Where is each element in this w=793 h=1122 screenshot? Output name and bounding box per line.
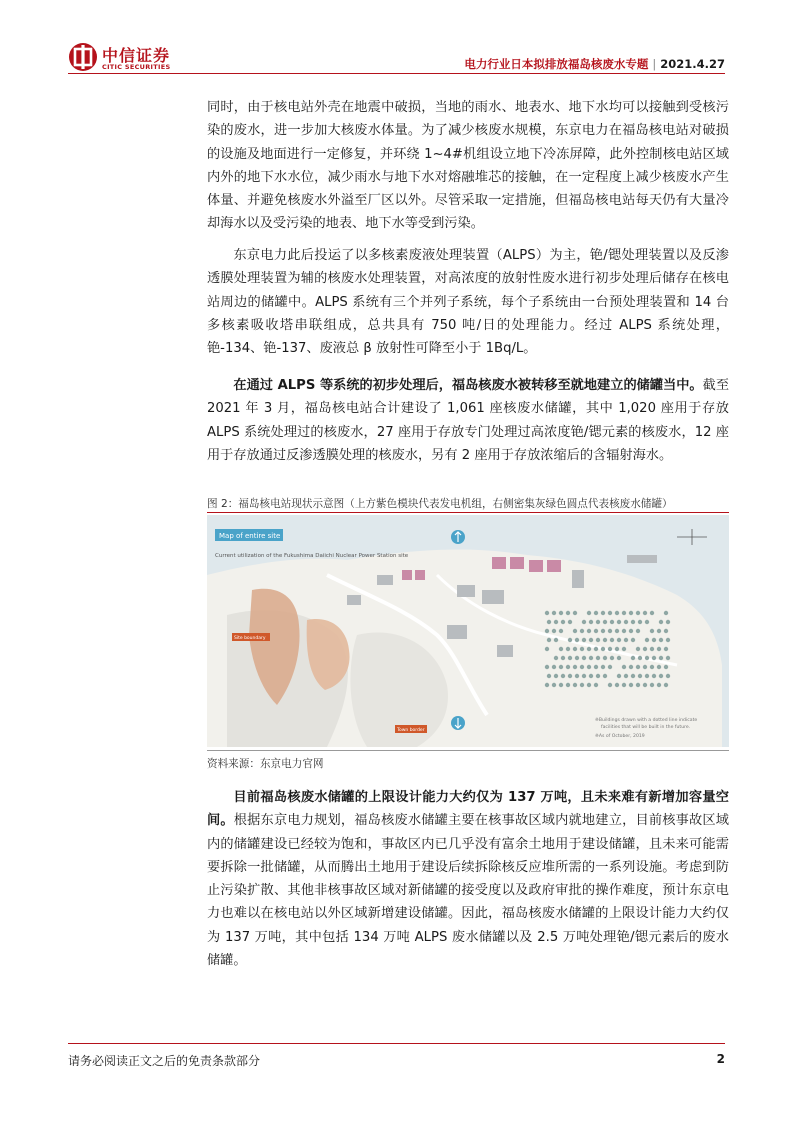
tank-dot (608, 665, 612, 669)
tank-dot (559, 683, 563, 687)
tank-dot (589, 674, 593, 678)
tank-dot (545, 629, 549, 633)
tank-dot (568, 674, 572, 678)
site-map-illustration (207, 515, 729, 747)
tank-dot (587, 683, 591, 687)
tank-dot (554, 620, 558, 624)
tank-dot (666, 656, 670, 660)
tank-dot (657, 665, 661, 669)
tank-dot (554, 656, 558, 660)
tank-dot (645, 638, 649, 642)
tank-dot (664, 629, 668, 633)
tank-dot (629, 665, 633, 669)
tank-dot (580, 647, 584, 651)
tank-dot (629, 611, 633, 615)
tank-dot (615, 629, 619, 633)
tank-dot (650, 665, 654, 669)
tank-dot (643, 611, 647, 615)
tank-dot (573, 683, 577, 687)
tank-dot (545, 611, 549, 615)
tank-dot (657, 629, 661, 633)
tank-dot (559, 611, 563, 615)
tank-dot (666, 620, 670, 624)
tank-dot (582, 674, 586, 678)
tank-dot (636, 629, 640, 633)
page-number: 2 (716, 1052, 725, 1066)
tank-dot (573, 611, 577, 615)
tank-dot (587, 665, 591, 669)
tank-dot (603, 656, 607, 660)
tank-dot (608, 683, 612, 687)
tank-dot (589, 620, 593, 624)
tank-dot (566, 683, 570, 687)
tank-dot (596, 656, 600, 660)
paragraph-1-text: 同时，由于核电站外壳在地震中破损，当地的雨水、地表水、地下水均可以接触到受核污染的废水，进一步加大核废水体量。为了减少核废水规模，东京电力在福岛核电站对破损的设施及地面进行一定修复，并环绕 1~4#机组设立地下冷冻屏障，此外控制核电站区域内外的地下水水位，减少雨水与地下水对熔融堆芯的接触，在一定程度上减少核废水产生体量、并避免核废水外溢至厂区以外。尽管采取一定措施，但福岛核电站每天仍有大量冷却海水以及受污染的地表、地下水等受到污染。 (207, 100, 729, 232)
tank-dot (545, 665, 549, 669)
tank-dot (617, 620, 621, 624)
site-map-figure (207, 515, 729, 747)
tank-dot (566, 647, 570, 651)
tank-dot (603, 638, 607, 642)
tank-dot (573, 629, 577, 633)
tank-dot (596, 674, 600, 678)
tank-dot (622, 629, 626, 633)
tank-dot (617, 638, 621, 642)
tank-dot (617, 674, 621, 678)
tank-dot (594, 611, 598, 615)
tank-dot (622, 647, 626, 651)
tank-dot (582, 638, 586, 642)
logo-text-cn: 中信证券 (102, 46, 171, 65)
paragraph-4-text: 根据东京电力规划，福岛核废水储罐主要在核事故区域内就地建立，目前核事故区域内的储罐建设已经较为饱和，事故区内已几乎没有富余土地用于建设储罐，且未来可能需要拆除一批储罐，从而腾出土地用于建设后续拆除核反应堆所需的一系列设施。考虑到防止污染扩散、其他非核事故区域对新储罐的接受度以及政府审批的操作难度，预计东京电力也难以在核电站以外区域新增建设储罐。因此，福岛核废水储罐的上限设计能力大约仅为 137 万吨，其中包括 134 万吨 ALPS 废水储罐以及 2.5 万吨处理铯/锶元素后的废水储罐。 (207, 813, 729, 969)
paragraph-3-lead: 在通过 ALPS 等系统的初步处理后，福岛核废水被转移至就地建立的储罐当中。 (233, 378, 703, 393)
paragraph-4-lead: 目前福岛核废水储罐的上限设计能力大约仅为 137 万吨，且未来难有新增加容量空间。 (207, 790, 729, 829)
tank-dot (608, 629, 612, 633)
tank-dot (554, 638, 558, 642)
tank-dot (568, 656, 572, 660)
tank-dot (545, 683, 549, 687)
map-legend-line-3: ※As of October, 2019 (595, 734, 645, 739)
site-boundary-label: Site boundary (234, 636, 266, 641)
report-date: 2021.4.27 (660, 57, 725, 71)
tank-dot (566, 665, 570, 669)
tank-dot (603, 620, 607, 624)
tank-dot (629, 683, 633, 687)
tank-dot (629, 629, 633, 633)
tank-dot (631, 638, 635, 642)
tank-dot (631, 674, 635, 678)
tank-dot (664, 683, 668, 687)
tank-dot (608, 611, 612, 615)
tank-dot (638, 674, 642, 678)
tank-dot (650, 611, 654, 615)
tank-dot (573, 647, 577, 651)
tank-dot (652, 656, 656, 660)
tank-dot (545, 647, 549, 651)
tank-dot (615, 683, 619, 687)
tank-dot (594, 629, 598, 633)
tank-dot (617, 656, 621, 660)
tank-dot (596, 620, 600, 624)
tank-dot (650, 683, 654, 687)
tank-dot (587, 647, 591, 651)
tank-dot (547, 674, 551, 678)
tank-dot (643, 683, 647, 687)
tank-dot (575, 656, 579, 660)
citic-logo-icon (68, 42, 98, 72)
tank-dot (666, 674, 670, 678)
tank-dot (554, 674, 558, 678)
town-border-label: Town border (397, 728, 425, 733)
tank-dot (596, 638, 600, 642)
map-subtitle: Current utilization of the Fukushima Daiichi Nuclear Power Station site (215, 553, 409, 559)
tank-dot (552, 683, 556, 687)
report-header (464, 56, 725, 72)
tank-dot (631, 620, 635, 624)
tank-dot (636, 683, 640, 687)
tank-dot (636, 647, 640, 651)
tank-dot (610, 656, 614, 660)
tank-dot (552, 611, 556, 615)
figure-title: 图 2：福岛核电站现状示意图（上方紫色模块代表发电机组，右侧密集灰绿色圆点代表核废水储罐） (207, 498, 673, 510)
tank-dot (624, 674, 628, 678)
footer-disclaimer: 请务必阅读正文之后的免责条款部分 (68, 1054, 261, 1068)
tank-dot (587, 629, 591, 633)
tank-dot (664, 611, 668, 615)
tank-dot (561, 656, 565, 660)
paragraph-2-text: 东京电力此后投运了以多核素废液处理装置（ALPS）为主，铯/锶处理装置以及反渗透膜处理装置为辅的核废水处理装置，对高浓度的放射性废水进行初步处理后储存在核电站周边的储罐中。ALPS 系统有三个并列子系统，每个子系统由一台预处理装置和 14 台多核素吸收塔串联组成，总共具有 750 吨/日的处理能力。经过 ALPS 系统处理，铯-134、铯-137、废液总 β 放射性可降至小于 1Bq/L。 (207, 248, 729, 357)
tank-dot (610, 638, 614, 642)
tank-dot (566, 611, 570, 615)
tank-dot (580, 665, 584, 669)
header-separator: | (652, 57, 657, 71)
tank-dot (547, 620, 551, 624)
map-badge-label: Map of entire site (219, 532, 281, 540)
tank-dot (624, 638, 628, 642)
tank-dot (601, 611, 605, 615)
tank-dot (582, 656, 586, 660)
tank-dot (603, 674, 607, 678)
tank-dot (594, 647, 598, 651)
tank-dot (659, 620, 663, 624)
tank-dot (580, 683, 584, 687)
tank-dot (652, 638, 656, 642)
tank-dot (650, 647, 654, 651)
tank-dot (582, 620, 586, 624)
tank-dot (552, 629, 556, 633)
tank-dot (552, 665, 556, 669)
tank-dot (622, 665, 626, 669)
tank-dot (559, 629, 563, 633)
tank-dot (594, 665, 598, 669)
tank-dot (643, 647, 647, 651)
tank-dot (659, 656, 663, 660)
tank-dot (666, 638, 670, 642)
tank-dot (610, 620, 614, 624)
paragraph-3 (207, 374, 729, 467)
footer-rule (68, 1043, 725, 1044)
tank-dot (589, 656, 593, 660)
figure-bottom-rule (207, 750, 729, 751)
figure-source: 资料来源：东京电力官网 (207, 758, 324, 770)
tank-dot (575, 674, 579, 678)
tank-dot (657, 683, 661, 687)
tank-dot (664, 665, 668, 669)
logo-text-en: CITIC SECURITIES (102, 63, 171, 71)
tank-dot (650, 629, 654, 633)
tank-dot (587, 611, 591, 615)
tank-dot (601, 629, 605, 633)
tank-dot (659, 638, 663, 642)
tank-dot (659, 674, 663, 678)
tank-dot (622, 611, 626, 615)
tank-dot (561, 674, 565, 678)
tank-dot (645, 620, 649, 624)
tank-dot (624, 620, 628, 624)
tank-dot (580, 629, 584, 633)
map-legend-line-1: ※Buildings drawn with a dotted line indicate (595, 718, 698, 723)
tank-dot (589, 638, 593, 642)
tank-dot (568, 620, 572, 624)
tank-dot (657, 647, 661, 651)
tank-dot (601, 665, 605, 669)
tank-dot (573, 665, 577, 669)
tank-dot (568, 638, 572, 642)
company-logo (68, 42, 178, 74)
tank-dot (645, 674, 649, 678)
tank-dot (559, 665, 563, 669)
tank-dot (638, 620, 642, 624)
paragraph-4 (207, 786, 729, 972)
tank-dot (636, 665, 640, 669)
tank-dot (561, 620, 565, 624)
tank-dot (652, 674, 656, 678)
tank-dot (636, 611, 640, 615)
map-legend-line-2: facilities that will be built in the future. (601, 725, 691, 730)
tank-dot (559, 647, 563, 651)
tank-dot (601, 647, 605, 651)
tank-dot (615, 647, 619, 651)
tank-dot (643, 665, 647, 669)
tank-dot (631, 656, 635, 660)
tank-dot (638, 656, 642, 660)
report-title: 电力行业日本拟排放福岛核废水专题 (464, 57, 649, 71)
paragraph-3-text: 截至 2021 年 3 月，福岛核电站合计建设了 1,061 座核废水储罐，其中 1,020 座用于存放 ALPS 系统处理过的核废水，27 座用于存放专门处理过高浓度铯/锶元素的核废水，12 座用于存放通过反渗透膜处理的核废水，另有 2 座用于存放浓缩后的含辐射海水。 (207, 378, 730, 463)
tank-dot (645, 656, 649, 660)
tank-dot (608, 647, 612, 651)
header-rule (68, 73, 725, 74)
tank-dot (615, 611, 619, 615)
tank-dot (594, 683, 598, 687)
tank-dot (575, 638, 579, 642)
tank-dot (664, 647, 668, 651)
tank-dot (622, 683, 626, 687)
tank-dot (547, 638, 551, 642)
paragraph-1 (207, 96, 729, 236)
paragraph-2 (207, 244, 729, 360)
figure-top-rule (207, 512, 729, 513)
